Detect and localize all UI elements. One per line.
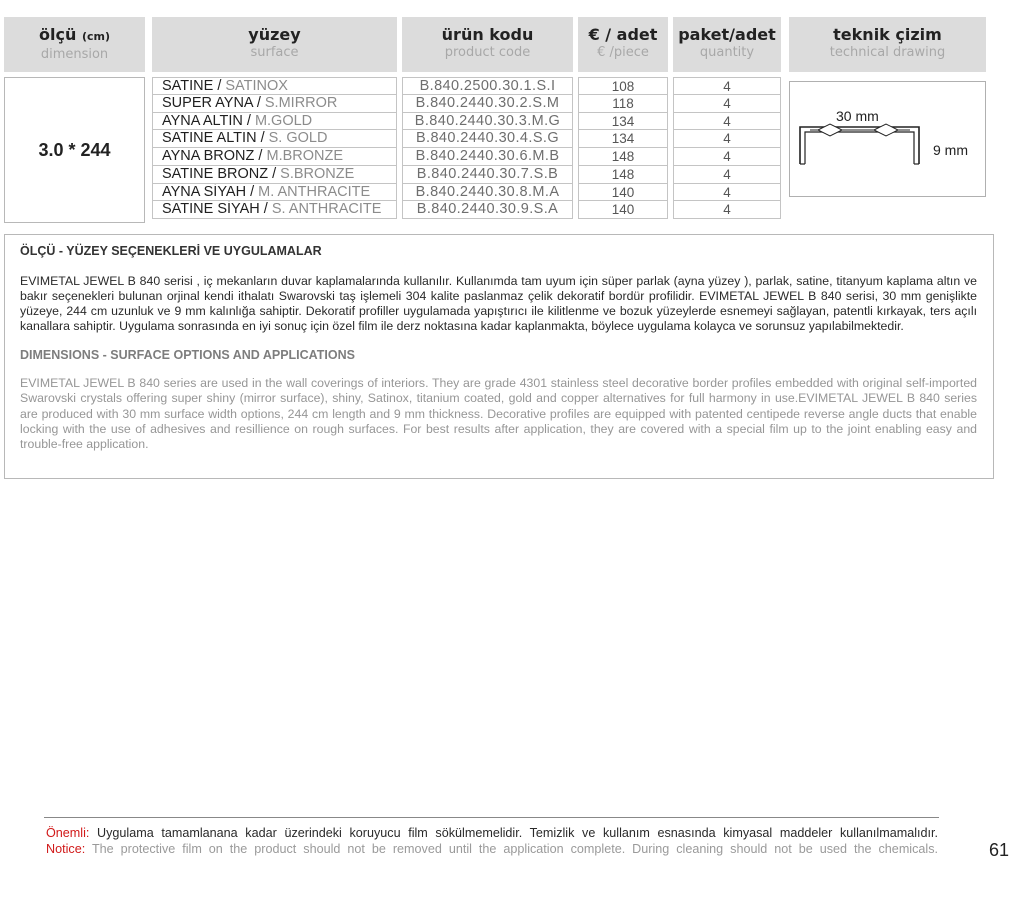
- surface-tr: AYNA ALTIN: [162, 112, 243, 129]
- product-code: B.840.2440.30.6.M.B: [402, 148, 573, 166]
- header-dimension: [4, 17, 145, 72]
- footer-divider: [44, 817, 939, 818]
- quantity-value: 4: [673, 113, 781, 131]
- quantity-value: 4: [673, 201, 781, 219]
- surface-en: M.GOLD: [254, 112, 313, 129]
- en-notice-label: Notice:: [46, 841, 86, 856]
- header-surface: [152, 17, 397, 72]
- header-package: [673, 17, 781, 72]
- quantity-value: 4: [673, 77, 781, 95]
- table-row: SATINE / SATINOX: [152, 77, 397, 95]
- page-number: 61: [989, 840, 1010, 860]
- header-dimension-en: dimension: [40, 47, 109, 62]
- surface-en: M.BRONZE: [266, 148, 344, 164]
- header-drawing: [789, 17, 986, 72]
- quantity-column: [673, 77, 781, 219]
- technical-drawing: [789, 81, 986, 197]
- tr-description: EVIMETAL JEWEL B 840 serisi , iç mekanların duvar kaplamalarında kullanılır. Kullanımda tam uyum için süper parlak (ayna yüzey ), parlak, satine, titanyum kaplama altın ve bakır seçenekleri bulunan orjinal kendi ithalatı Swarovski taş işlemeli 304 kalite paslanmaz çelik dekoratif bordür profilidir. EVIMETAL JEWEL B 840 serisi, 30 mm genişlikte yüzeye, 244 cm uzunluk ve 9 mm kalınlığa sahiptir. Dekoratif profiller uygulamada yapıştırıcı ile kilitlenme ve bozuk yüzeylerde esnemeyi sağlayan, patentli kırkayak, ters açılı kanallara sahiptir. Uygulama sonrasında en iyi sonuç için özel film ile derz noktasına kadar kaplanmakta, böylece uygulama kolayca ve sorunsuz yapılabilmektedir.: [20, 274, 977, 334]
- product-code: B.840.2440.30.8.M.A: [402, 184, 573, 202]
- surface-en: M. ANTHRACITE: [258, 183, 371, 200]
- header-code-label: ürün kodu: [441, 25, 534, 44]
- surface-tr: SATINE ALTIN: [162, 130, 257, 147]
- product-code: B.840.2440.30.3.M.G: [402, 113, 573, 131]
- tr-heading: ÖLÇÜ - YÜZEY SEÇENEKLERİ VE UYGULAMALAR: [20, 244, 322, 258]
- header-drawing-en: technical drawing: [829, 45, 946, 60]
- header-dimension-unit: (cm): [81, 30, 110, 43]
- product-code: B.840.2440.30.2.S.M: [402, 95, 573, 113]
- surface-column: [152, 77, 397, 219]
- price-value: 134: [578, 130, 668, 148]
- header-price-en: € /piece: [597, 45, 649, 60]
- quantity-value: 4: [673, 148, 781, 166]
- price-value: 108: [578, 77, 668, 95]
- price-column: [578, 77, 668, 219]
- quantity-value: 4: [673, 184, 781, 202]
- header-drawing-label: teknik çizim: [833, 25, 942, 44]
- table-row: SUPER AYNA / S.MIRROR: [152, 95, 397, 113]
- header-code-en: product code: [444, 45, 531, 60]
- price-value: 148: [578, 166, 668, 184]
- price-value: 140: [578, 184, 668, 202]
- tr-notice-label: Önemli:: [46, 826, 90, 840]
- header-package-en: quantity: [699, 45, 755, 60]
- product-code: B.840.2500.30.1.S.I: [402, 77, 573, 95]
- surface-en: S. GOLD: [268, 130, 328, 147]
- footer-notes: [46, 826, 938, 857]
- description-panel: [4, 234, 994, 479]
- header-price-label: € / adet: [588, 25, 658, 44]
- surface-en: S. ANTHRACITE: [271, 201, 382, 218]
- price-value: 118: [578, 95, 668, 113]
- code-column: [402, 77, 573, 219]
- table-row: AYNA BRONZ / M.BRONZE: [152, 148, 397, 166]
- header-surface-en: surface: [250, 45, 299, 60]
- header-surface-label: yüzey: [248, 25, 301, 44]
- en-heading: DIMENSIONS - SURFACE OPTIONS AND APPLICATIONS: [20, 348, 355, 363]
- en-description: EVIMETAL JEWEL B 840 series are used in the wall coverings of interiors. They are grade 4301 stainless steel decorative border profiles embedded with original self-imported Swarovski crystals offering super shiny (mirror surface), shiny, Satinox, titanium coated, gold and copper alternatives for full harmony in use.EVIMETAL JEWEL B 840 series are produced with 30 mm surface width options, 244 cm length and 9 mm thickness. Decorative profiles are equipped with patented centipede reverse angle ducts that enable locking with the use of adhesives and resillience on rough surfaces. For best results after application, they are covered with a special film up to the joint enabling easy and trouble-free application.: [20, 376, 977, 451]
- surface-tr: SATINE SİYAH: [162, 201, 260, 218]
- product-code: B.840.2440.30.7.S.B: [402, 166, 573, 184]
- header-package-label: paket/adet: [678, 25, 776, 44]
- quantity-value: 4: [673, 95, 781, 113]
- en-notice-text: The protective film on the product should not be removed until the application complete. During cleaning should not be used the chemicals.: [91, 841, 938, 856]
- table-row: AYNA SİYAH / M. ANTHRACITE: [152, 184, 397, 202]
- width-label: 30 mm: [836, 108, 879, 124]
- price-value: 140: [578, 201, 668, 219]
- table-row: SATINE ALTIN / S. GOLD: [152, 130, 397, 148]
- profile-drawing-icon: [790, 82, 985, 196]
- height-label: 9 mm: [933, 142, 968, 158]
- header-code: [402, 17, 573, 72]
- quantity-value: 4: [673, 130, 781, 148]
- surface-en: S.BRONZE: [280, 165, 355, 182]
- table-row: SATINE SİYAH / S. ANTHRACITE: [152, 201, 397, 219]
- price-value: 134: [578, 113, 668, 131]
- surface-tr: SUPER AYNA: [162, 94, 253, 111]
- quantity-value: 4: [673, 166, 781, 184]
- product-code: B.840.2440.30.9.S.A: [402, 201, 573, 219]
- surface-tr: SATINE: [162, 78, 214, 94]
- table-row: AYNA ALTIN / M.GOLD: [152, 113, 397, 131]
- surface-en: S.MIRROR: [264, 94, 338, 111]
- surface-tr: AYNA BRONZ: [162, 148, 255, 164]
- surface-tr: AYNA SİYAH: [162, 183, 247, 200]
- dimension-value: 3.0 * 244: [4, 77, 145, 223]
- table-row: SATINE BRONZ / S.BRONZE: [152, 166, 397, 184]
- surface-en: SATINOX: [225, 78, 288, 94]
- product-code: B.840.2440.30.4.S.G: [402, 130, 573, 148]
- header-price: [578, 17, 668, 72]
- tr-notice-text: Uygulama tamamlanana kadar üzerindeki koruyucu film sökülmemelidir. Temizlik ve kullanım esnasında kimyasal maddeler kullanılmamalıdır.: [97, 826, 938, 840]
- header-dimension-label: ölçü: [39, 25, 77, 44]
- surface-tr: SATINE BRONZ: [162, 165, 269, 182]
- price-value: 148: [578, 148, 668, 166]
